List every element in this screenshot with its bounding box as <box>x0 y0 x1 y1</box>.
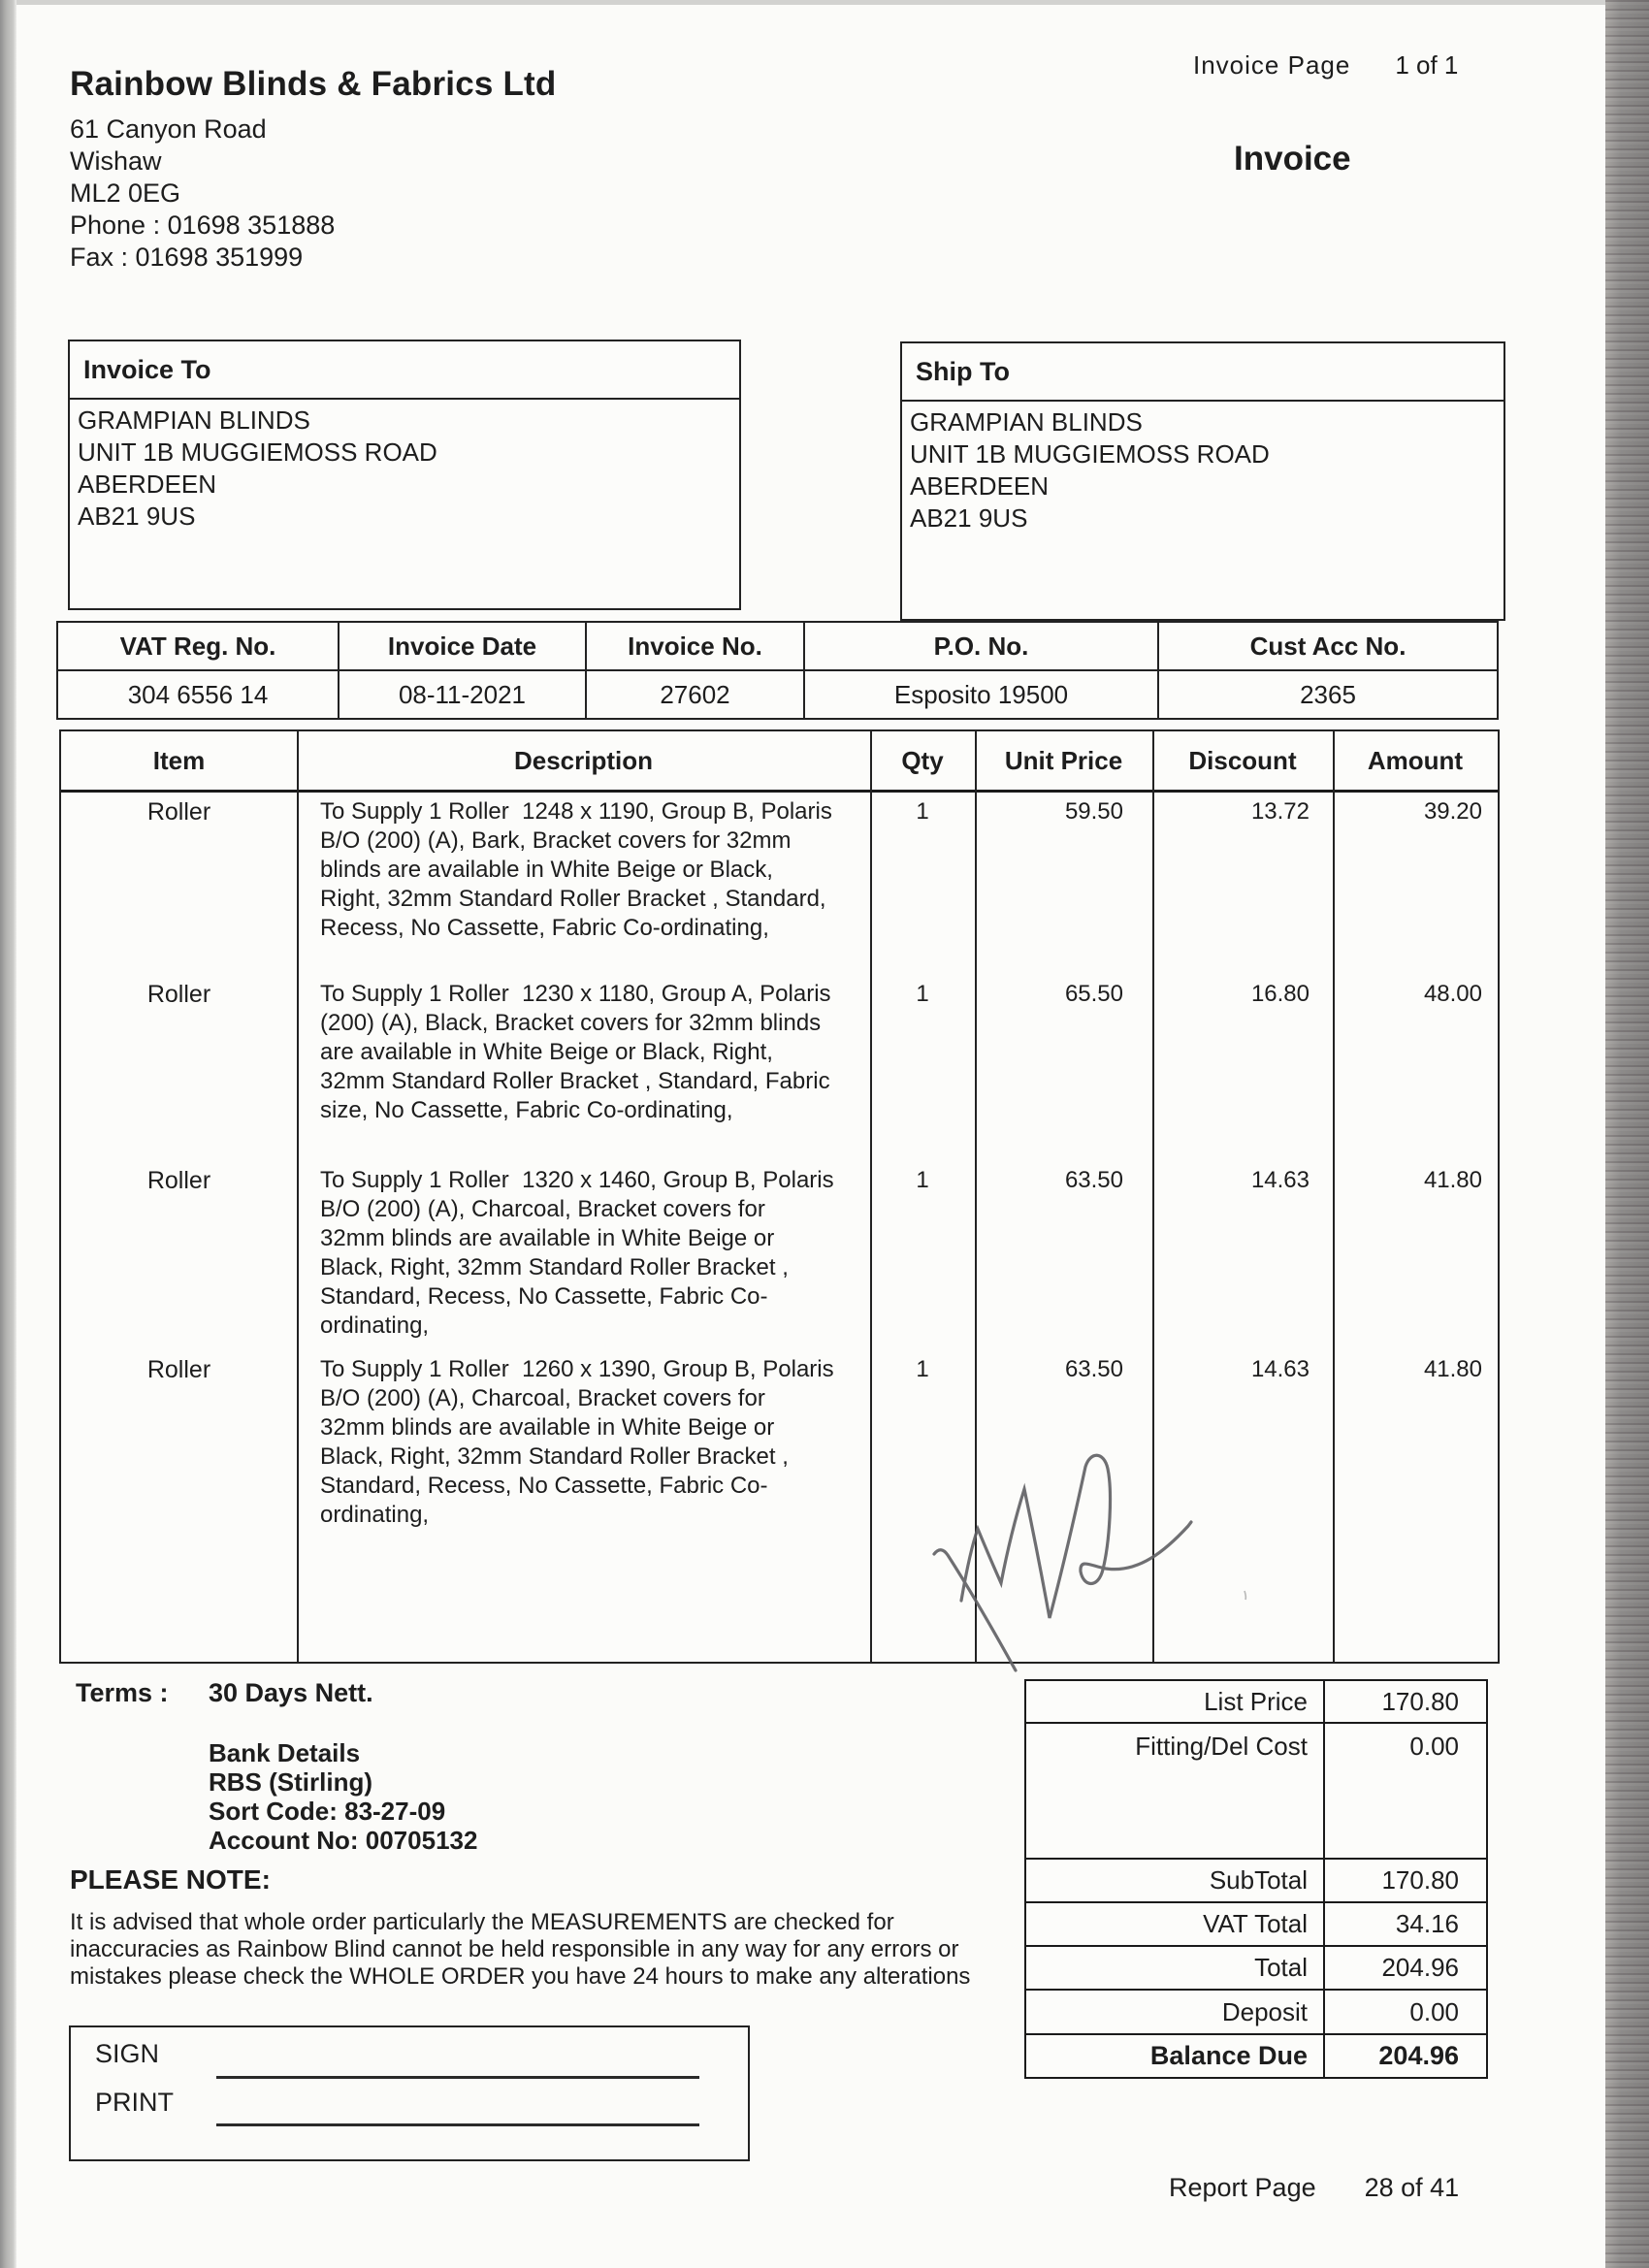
totals-row <box>1026 1724 1486 1860</box>
meta-value-row <box>58 671 1497 718</box>
item-discount: 13.72 <box>1250 798 1310 825</box>
signature-box <box>69 2025 750 2161</box>
balance-due-label: Balance Due <box>1026 2035 1325 2077</box>
item-description: To Supply 1 Roller 1260 x 1390, Group B, Polaris B/O (200) (A), Charcoal, Bracket covers for 32mm blinds are available in White Beige or Black, Right, 32mm Standard Roller Bracket , Standard, Recess, No Cassette, Fabric Co-ordinating, <box>320 1356 841 1528</box>
total-label: Total <box>1026 1947 1325 1989</box>
meta-value-vat: 304 6556 14 <box>58 671 340 718</box>
table-row <box>61 793 1498 975</box>
invoice-page-ref <box>1193 50 1458 81</box>
items-header-qty: Qty <box>901 745 944 775</box>
meta-value-cust-acc: 2365 <box>1300 679 1356 709</box>
scan-edge-left <box>0 0 16 2268</box>
meta-header-vat: VAT Reg. No. <box>58 623 340 669</box>
subtotal-value: 170.80 <box>1381 1865 1459 1895</box>
ship-to-line: AB21 9US <box>910 503 1028 533</box>
totals-row <box>1026 1903 1486 1947</box>
item-description: To Supply 1 Roller 1248 x 1190, Group B, Polaris B/O (200) (A), Bark, Bracket covers for 32mm blinds are available in White Beige or Black, Right, 32mm Standard Roller Bracket , Standard, Recess, No Cassette, Fabric Co-ordinating, <box>320 798 839 941</box>
bank-details-heading: Bank Details <box>209 1738 361 1767</box>
company-name: Rainbow Blinds & Fabrics Ltd <box>70 65 557 103</box>
ship-to-line: ABERDEEN <box>910 471 1050 501</box>
item-discount: 14.63 <box>1250 1167 1310 1193</box>
terms-value: 30 Days Nett. <box>209 1678 373 1707</box>
items-header-discount: Discount <box>1188 745 1297 775</box>
print-line <box>216 2123 699 2126</box>
invoice-page-value: 1 of 1 <box>1395 50 1459 80</box>
item-unit-price: 63.50 <box>1064 1356 1123 1382</box>
totals-box <box>1024 1679 1488 2079</box>
item-type: Roller <box>146 798 211 826</box>
bank-sort-code: Sort Code: 83-27-09 <box>209 1797 446 1826</box>
deposit-value: 0.00 <box>1409 1996 1459 2026</box>
signature-scribble <box>902 1397 1290 1707</box>
item-description: To Supply 1 Roller 1230 x 1180, Group A, Polaris (200) (A), Black, Bracket covers for 32mm blinds are available in White Beige or Black, Right, 32mm Standard Roller Bracket , Standard, Fabric size, No Cassette, Fabric Co-ordinating, <box>320 981 838 1123</box>
ship-to-line: GRAMPIAN BLINDS <box>910 407 1143 437</box>
table-row <box>61 975 1498 1161</box>
items-header-row <box>61 731 1498 793</box>
column-divider <box>297 731 299 1662</box>
fitting-del-cost-label: Fitting/Del Cost <box>1026 1724 1325 1858</box>
company-fax: Fax : 01698 351999 <box>70 243 304 272</box>
invoice-title: Invoice <box>1234 140 1351 178</box>
meta-value-po: Esposito 19500 <box>805 671 1159 718</box>
vat-total-value: 34.16 <box>1395 1909 1459 1938</box>
item-amount: 41.80 <box>1423 1167 1482 1193</box>
balance-due-value: 204.96 <box>1378 2041 1459 2070</box>
terms-row <box>76 1678 373 1708</box>
meta-value-date: 08-11-2021 <box>340 671 587 718</box>
invoice-to-line: ABERDEEN <box>78 470 217 499</box>
item-unit-price: 59.50 <box>1064 798 1123 825</box>
report-page-ref <box>1169 2173 1459 2203</box>
meta-header-row <box>58 623 1497 671</box>
deposit-label: Deposit <box>1026 1991 1325 2033</box>
note-body: It is advised that whole order particularly the MEASUREMENTS are checked for inaccuracies as Rainbow Blind cannot be held responsible in any way for any errors or mistakes please check the WHOLE ORDER you have 24 hours to make any alterations <box>70 1909 971 1990</box>
item-qty: 1 <box>916 1167 929 1193</box>
terms-label: Terms : <box>76 1678 169 1707</box>
bank-account-no: Account No: 00705132 <box>209 1826 478 1855</box>
meta-header-cust-acc: Cust Acc No. <box>1249 631 1406 661</box>
items-header-amount: Amount <box>1367 745 1464 775</box>
totals-row <box>1026 1947 1486 1991</box>
item-discount: 16.80 <box>1250 981 1310 1007</box>
invoice-to-line: AB21 9US <box>78 502 196 531</box>
company-header <box>70 62 556 274</box>
sign-label: SIGN <box>95 2039 160 2068</box>
invoice-to-label: Invoice To <box>70 341 739 400</box>
ship-to-box <box>900 341 1505 621</box>
items-header-unit-price: Unit Price <box>1004 745 1123 775</box>
item-amount: 41.80 <box>1423 1356 1482 1382</box>
subtotal-label: SubTotal <box>1026 1860 1325 1901</box>
column-divider <box>1333 731 1335 1662</box>
company-address-line: Wishaw <box>70 146 162 176</box>
item-amount: 48.00 <box>1423 981 1482 1007</box>
note-heading: PLEASE NOTE: <box>70 1864 271 1895</box>
total-value: 204.96 <box>1381 1953 1459 1982</box>
table-row <box>61 1161 1498 1350</box>
invoice-meta-table <box>56 621 1499 720</box>
fitting-del-cost-value: 0.00 <box>1409 1732 1459 1761</box>
meta-header-po: P.O. No. <box>805 623 1159 669</box>
item-type: Roller <box>146 1167 211 1194</box>
scan-edge-right <box>1605 0 1649 2268</box>
bank-details <box>209 1738 477 1855</box>
item-type: Roller <box>146 981 211 1008</box>
print-label: PRINT <box>95 2088 174 2117</box>
item-unit-price: 65.50 <box>1064 981 1123 1007</box>
sign-line <box>216 2076 699 2079</box>
meta-header-date: Invoice Date <box>340 623 587 669</box>
totals-row <box>1026 1860 1486 1903</box>
item-type: Roller <box>146 1356 211 1383</box>
item-qty: 1 <box>916 1356 929 1382</box>
ship-to-label: Ship To <box>902 343 1504 402</box>
items-header-description: Description <box>513 745 654 775</box>
meta-value-invoice-no: 27602 <box>587 671 805 718</box>
bank-name: RBS (Stirling) <box>209 1767 372 1797</box>
list-price-value: 170.80 <box>1381 1686 1459 1716</box>
scan-edge-top <box>0 0 1649 5</box>
item-qty: 1 <box>916 981 929 1007</box>
invoice-to-line: UNIT 1B MUGGIEMOSS ROAD <box>78 437 437 467</box>
item-description: To Supply 1 Roller 1320 x 1460, Group B, Polaris B/O (200) (A), Charcoal, Bracket covers for 32mm blinds are available in White Beige or Black, Right, 32mm Standard Roller Bracket , Standard, Recess, No Cassette, Fabric Co-ordinating, <box>320 1167 841 1339</box>
column-divider <box>870 731 872 1662</box>
totals-row <box>1026 1991 1486 2035</box>
totals-row <box>1026 2035 1486 2077</box>
item-amount: 39.20 <box>1423 798 1482 825</box>
meta-header-invoice-no: Invoice No. <box>587 623 805 669</box>
company-address-line: 61 Canyon Road <box>70 114 267 144</box>
invoice-to-line: GRAMPIAN BLINDS <box>78 405 310 435</box>
report-page-value: 28 of 41 <box>1364 2173 1460 2202</box>
item-qty: 1 <box>916 798 929 825</box>
item-unit-price: 63.50 <box>1064 1167 1123 1193</box>
list-price-label: List Price <box>1026 1681 1325 1722</box>
item-discount: 14.63 <box>1250 1356 1310 1382</box>
invoice-to-box <box>68 340 741 610</box>
report-page-label: Report Page <box>1169 2173 1316 2202</box>
company-address-line: ML2 0EG <box>70 178 181 208</box>
items-header-item: Item <box>152 745 206 775</box>
vat-total-label: VAT Total <box>1026 1903 1325 1945</box>
invoice-page-label: Invoice Page <box>1193 50 1351 80</box>
company-phone: Phone : 01698 351888 <box>70 211 336 240</box>
ship-to-line: UNIT 1B MUGGIEMOSS ROAD <box>910 439 1270 469</box>
